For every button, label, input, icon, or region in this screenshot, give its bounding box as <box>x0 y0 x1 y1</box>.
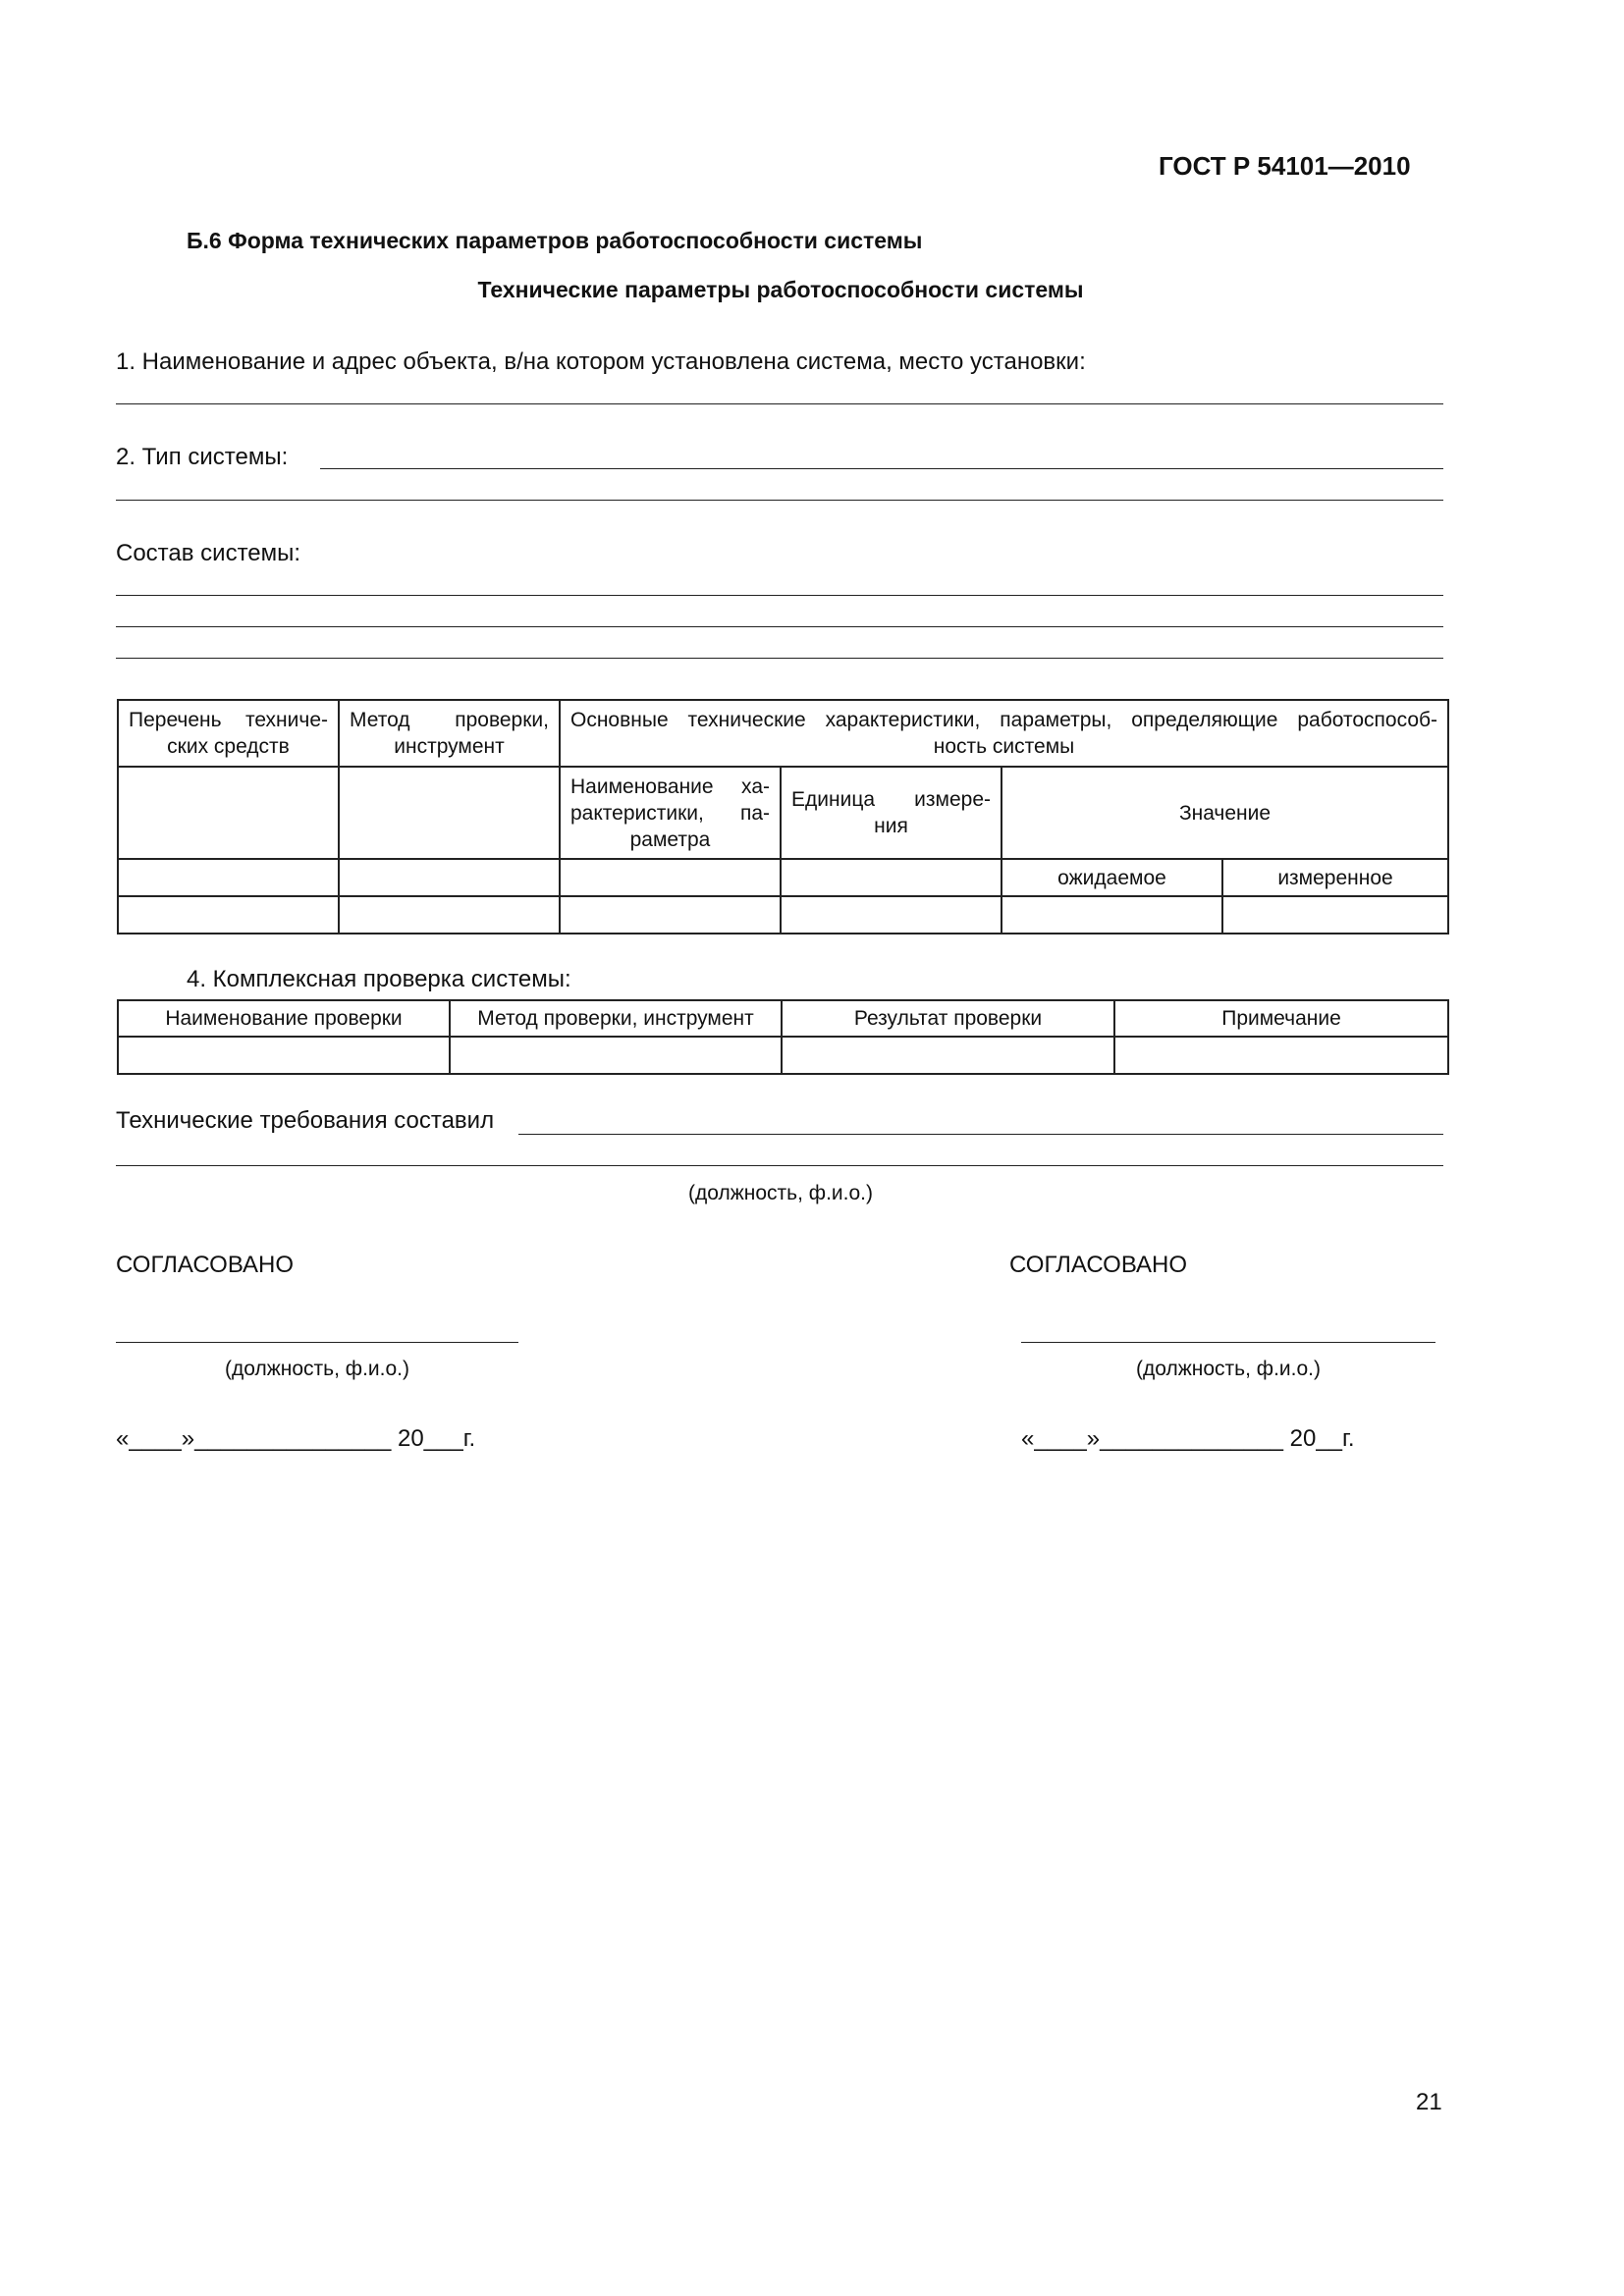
header-name-line1: Наименование ха- <box>570 774 770 798</box>
table-cell[interactable] <box>1222 896 1448 934</box>
header-check-method: Метод проверки, инструмент <box>450 1000 782 1037</box>
blank-cell[interactable] <box>118 859 339 896</box>
object-field-label: 1. Наименование и адрес объекта, в/на котором установлена система, место установки: <box>116 348 1086 375</box>
table-header-row <box>118 700 1448 767</box>
table-cell[interactable] <box>782 1037 1114 1074</box>
table-cell[interactable] <box>1001 896 1222 934</box>
blank-cell[interactable] <box>560 859 781 896</box>
header-unit-line2: ния <box>874 815 908 837</box>
header-check-method-line1: Метод проверки, <box>350 709 549 731</box>
header-expected: ожидаемое <box>1001 859 1222 896</box>
position-caption-left: (должность, ф.и.о.) <box>225 1358 409 1380</box>
complex-check-header-row <box>118 1000 1448 1037</box>
table-cell[interactable] <box>560 896 781 934</box>
table-row <box>118 1037 1448 1074</box>
table-cell[interactable] <box>450 1037 782 1074</box>
agreed-right-signature-line[interactable] <box>1021 1342 1435 1343</box>
position-caption: (должность, ф.и.о.) <box>688 1182 873 1204</box>
header-value: Значение <box>1001 767 1448 859</box>
header-check-result: Результат проверки <box>782 1000 1114 1037</box>
compiled-by-line-2[interactable] <box>116 1165 1443 1166</box>
table-row <box>118 896 1448 934</box>
document-standard-header: ГОСТ Р 54101—2010 <box>1159 151 1411 181</box>
composition-line-3[interactable] <box>116 658 1443 659</box>
agreed-right-label: СОГЛАСОВАНО <box>1009 1252 1188 1278</box>
composition-line-2[interactable] <box>116 626 1443 627</box>
table-value-subheader-row <box>118 859 1448 896</box>
header-main-line2: ность системы <box>933 735 1075 758</box>
agreed-left-signature-line[interactable] <box>116 1342 518 1343</box>
agreed-left-label: СОГЛАСОВАНО <box>116 1252 295 1278</box>
header-measured: измеренное <box>1222 859 1448 896</box>
header-tech-means-line2: ских средств <box>167 735 290 758</box>
header-tech-means <box>118 700 339 767</box>
header-main-line1: Основные технические характеристики, параметры, определяющие работоспособ- <box>570 709 1438 731</box>
blank-cell[interactable] <box>339 859 560 896</box>
system-type-label: 2. Тип системы: <box>116 444 289 470</box>
date-left[interactable]: «____»_______________ 20___г. <box>116 1425 476 1452</box>
blank-cell[interactable] <box>339 767 560 859</box>
header-name-line2: рактеристики, па- <box>570 801 770 825</box>
table-cell[interactable] <box>339 896 560 934</box>
table-cell[interactable] <box>118 896 339 934</box>
header-check-method <box>339 700 560 767</box>
complex-check-title: 4. Комплексная проверка системы: <box>187 966 571 992</box>
header-check-name: Наименование проверки <box>118 1000 450 1037</box>
section-heading: Б.6 Форма технических параметров работоспособности системы <box>187 228 923 253</box>
header-tech-means-line1: Перечень техниче- <box>129 709 328 731</box>
header-check-method-line2: инструмент <box>394 735 505 758</box>
page-number: 21 <box>1416 2089 1442 2115</box>
compiled-by-line[interactable] <box>518 1134 1443 1135</box>
header-name-line3: раметра <box>629 828 711 851</box>
complex-check-table <box>117 999 1449 1075</box>
table-cell[interactable] <box>118 1037 450 1074</box>
position-caption-right: (должность, ф.и.о.) <box>1136 1358 1321 1380</box>
system-type-line-2[interactable] <box>116 500 1443 501</box>
technical-parameters-table <box>117 699 1449 934</box>
table-cell[interactable] <box>1114 1037 1448 1074</box>
compiled-by-label: Технические требования составил <box>116 1107 495 1134</box>
blank-cell[interactable] <box>781 859 1001 896</box>
header-characteristic-name <box>560 767 781 859</box>
date-right[interactable]: «____»______________ 20__г. <box>1021 1425 1355 1452</box>
object-field-line[interactable] <box>116 403 1443 404</box>
blank-cell[interactable] <box>118 767 339 859</box>
header-main-characteristics <box>560 700 1448 767</box>
header-note: Примечание <box>1114 1000 1448 1037</box>
system-type-line[interactable] <box>320 468 1443 469</box>
form-title: Технические параметры работоспособности системы <box>477 277 1084 302</box>
composition-line-1[interactable] <box>116 595 1443 596</box>
table-cell[interactable] <box>781 896 1001 934</box>
table-subheader-row <box>118 767 1448 859</box>
composition-label: Состав системы: <box>116 540 301 566</box>
header-unit-line1: Единица измере- <box>791 788 991 811</box>
header-unit <box>781 767 1001 859</box>
